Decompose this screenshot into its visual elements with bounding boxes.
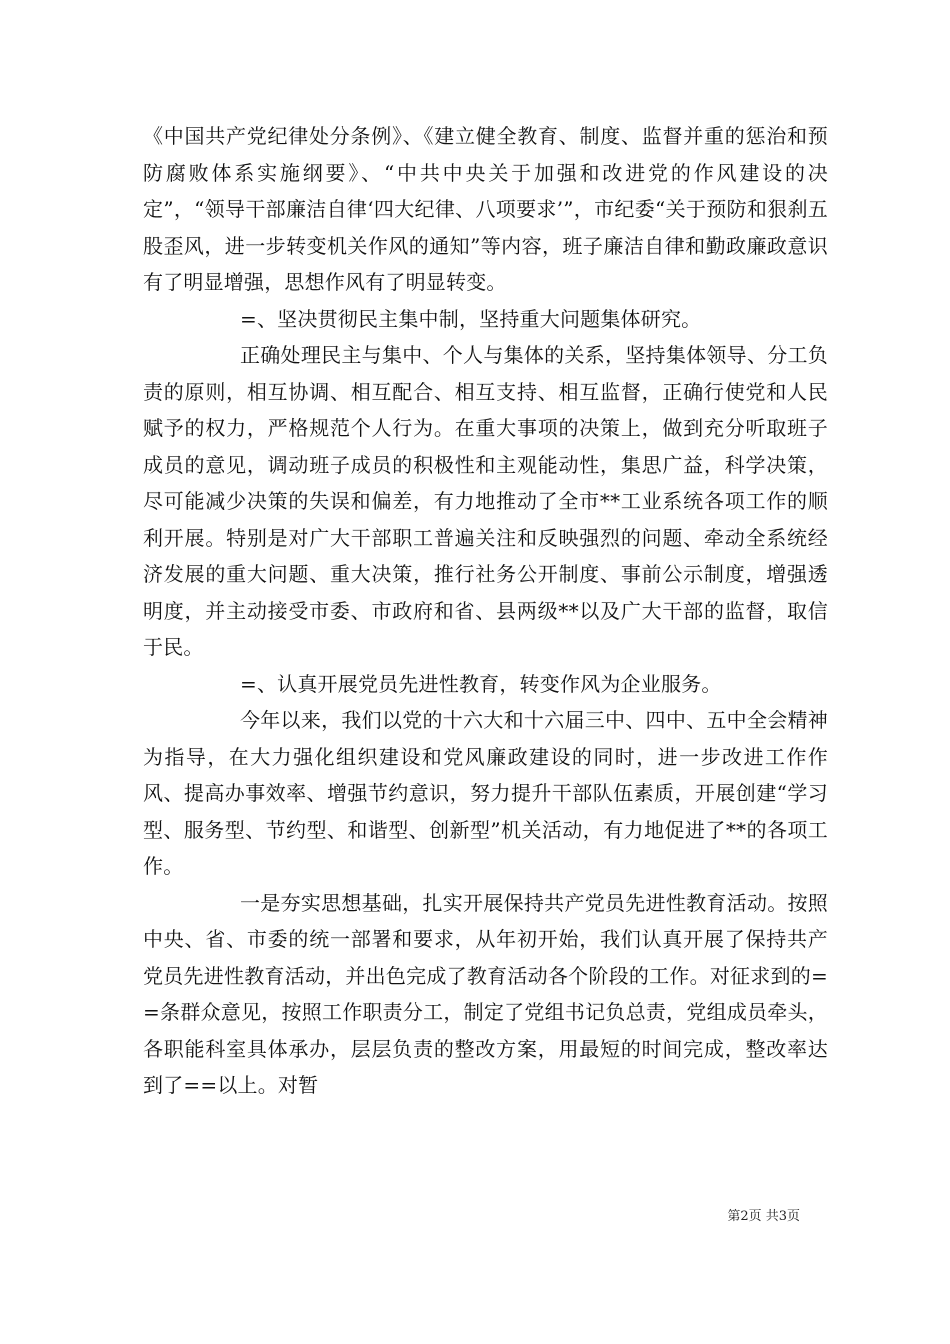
paragraph-continued: 《中国共产党纪律处分条例》、《建立健全教育、制度、监督并重的惩治和预防腐败体系实施纲要》、“中共中央关于加强和改进党的作风建设的决定”，“领导干部廉洁自律‘四大纪律、八项要求’”，市纪委“关于预防和狠刹五股歪风，进一步转变机关作风的通知”等内容，班子廉洁自律和勤政廉政意识有了明显增强，思想作风有了明显转变。 [143,124,828,294]
paragraph-democratic-centralism: 正确处理民主与集中、个人与集体的关系，坚持集体领导、分工负责的原则，相互协调、相互配合、相互支持、相互监督，正确行使党和人民赋予的权力，严格规范个人行为。在重大事项的决策上，做到充分听取班子成员的意见，调动班子成员的积极性和主观能动性，集思广益，科学决策，尽可能减少决策的失误和偏差，有力地推动了全市**工业系统各项工作的顺利开展。特别是对广大干部职工普遍关注和反映强烈的问题、牵动全系统经济发展的重大问题、重大决策，推行社务公开制度、事前公示制度，增强透明度，并主动接受市委、市政府和省、县两级**以及广大干部的监督，取信于民。 [143,343,828,659]
document-body [143,118,828,1104]
paragraph-this-year: 今年以来，我们以党的十六大和十六届三中、四中、五中全会精神为指导，在大力强化组织建设和党风廉政建设的同时，进一步改进工作作风、提高办事效率、增强节约意识，努力提升干部队伍素质，开展创建“学习型、服务型、节约型、和谐型、创新型”机关活动，有力地促进了**的各项工作。 [143,708,828,878]
section-heading-party-education: =、认真开展党员先进性教育，转变作风为企业服务。 [240,671,722,696]
section-heading-democratic-centralism: =、坚决贯彻民主集中制，坚持重大问题集体研究。 [240,306,702,331]
paragraph-first-item: 一是夯实思想基础，扎实开展保持共产党员先进性教育活动。按照中央、省、市委的统一部署和要求，从年初开始，我们认真开展了保持共产党员先进性教育活动，并出色完成了教育活动各个阶段的工作。对征求到的==条群众意见，按照工作职责分工，制定了党组书记负总责，党组成员牵头，各职能科室具体承办，层层负责的整改方案，用最短的时间完成，整改率达到了==以上。对暂 [143,890,828,1097]
page-number-footer: 第2页 共3页 [727,1209,800,1224]
